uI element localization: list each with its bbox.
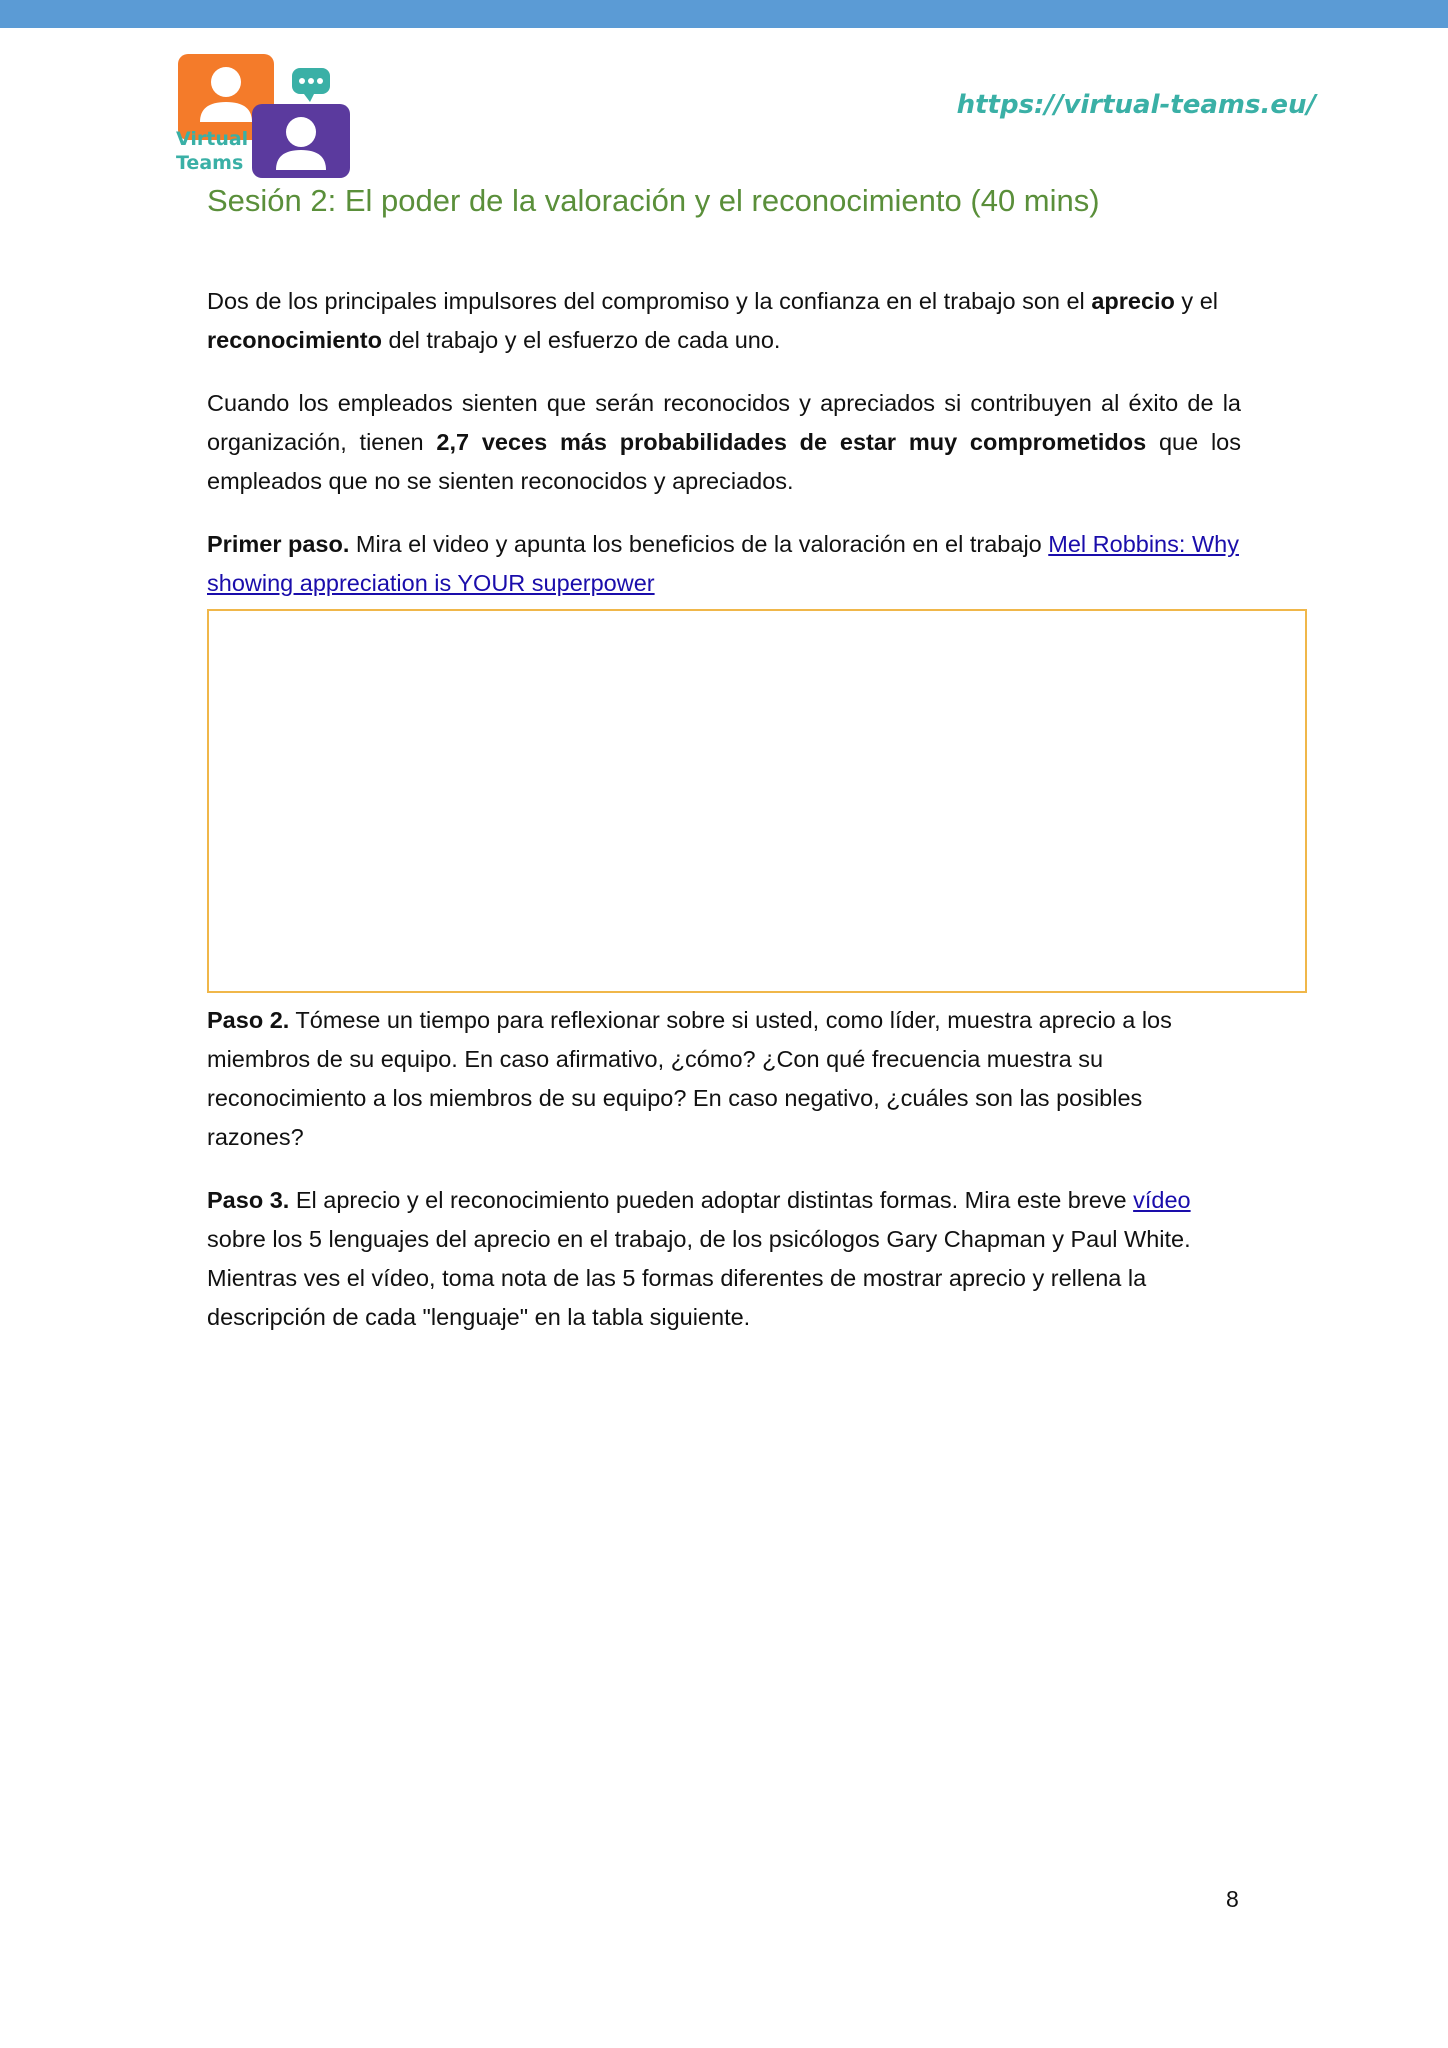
paragraph-text: del trabajo y el esfuerzo de cada uno.: [381, 327, 781, 353]
paragraph-text: y el: [1174, 288, 1219, 314]
video-link[interactable]: vídeo: [1133, 1187, 1191, 1213]
top-color-bar: [0, 0, 1448, 28]
paragraph-text: Dos de los principales impulsores del compromiso y la confianza en el trabajo son el: [207, 288, 1092, 314]
virtual-teams-logo: [176, 52, 354, 180]
document-body: [207, 282, 1241, 1337]
paragraph-text: Tómese un tiempo para reflexionar sobre si usted, como líder, muestra aprecio a los miembros de su equipo. En caso afirmativo, ¿cómo? ¿Con qué frecuencia muestra su reconocimiento a los miembros de su equipo? En caso negativo, ¿cuáles son las posibles razones?: [207, 1007, 1172, 1150]
step-2-label: Paso 2.: [207, 1007, 290, 1033]
mel-robbins-video-link[interactable]: Mel Robbins: Why showing appreciation is YOUR superpower: [207, 531, 1239, 596]
bold-statistic: 2,7 veces más probabilidades de estar muy comprometidos: [436, 429, 1147, 455]
logo-text-teams: Teams: [176, 152, 244, 174]
step-1-label: Primer paso.: [207, 531, 350, 557]
paragraph-step-1: [207, 525, 1241, 603]
answer-text-box[interactable]: [207, 609, 1307, 993]
paragraph-intro: [207, 282, 1241, 360]
bold-reconocimiento: reconocimiento: [207, 327, 382, 353]
paragraph-step-3: [207, 1181, 1241, 1337]
paragraph-statistic: [207, 384, 1241, 501]
paragraph-text: que los empleados que no se sienten reconocidos y apreciados.: [207, 429, 1242, 494]
paragraph-text: El aprecio y el reconocimiento pueden adoptar distintas formas. Mira este breve: [289, 1187, 1134, 1213]
page-number: 8: [1226, 1886, 1239, 1912]
bold-aprecio: aprecio: [1091, 288, 1175, 314]
paragraph-text: Mira el video y apunta los beneficios de la valoración en el trabajo: [349, 531, 1049, 557]
site-url-link[interactable]: https://virtual-teams.eu/: [956, 90, 1316, 120]
logo-text-virtual: Virtual: [176, 128, 249, 150]
paragraph-text: Cuando los empleados sienten que serán reconocidos y apreciados si contribuyen al éxito de la organización, tienen: [207, 390, 1241, 455]
paragraph-step-2: [207, 1001, 1241, 1157]
step-3-label: Paso 3.: [207, 1187, 290, 1213]
page-title: Sesión 2: El poder de la valoración y el reconocimiento (40 mins): [207, 183, 1100, 218]
paragraph-text: sobre los 5 lenguajes del aprecio en el trabajo, de los psicólogos Gary Chapman y Paul White. Mientras ves el vídeo, toma nota de las 5 formas diferentes de mostrar aprecio y rellena la descripción de cada "lenguaje" en la tabla siguiente.: [207, 1226, 1191, 1330]
